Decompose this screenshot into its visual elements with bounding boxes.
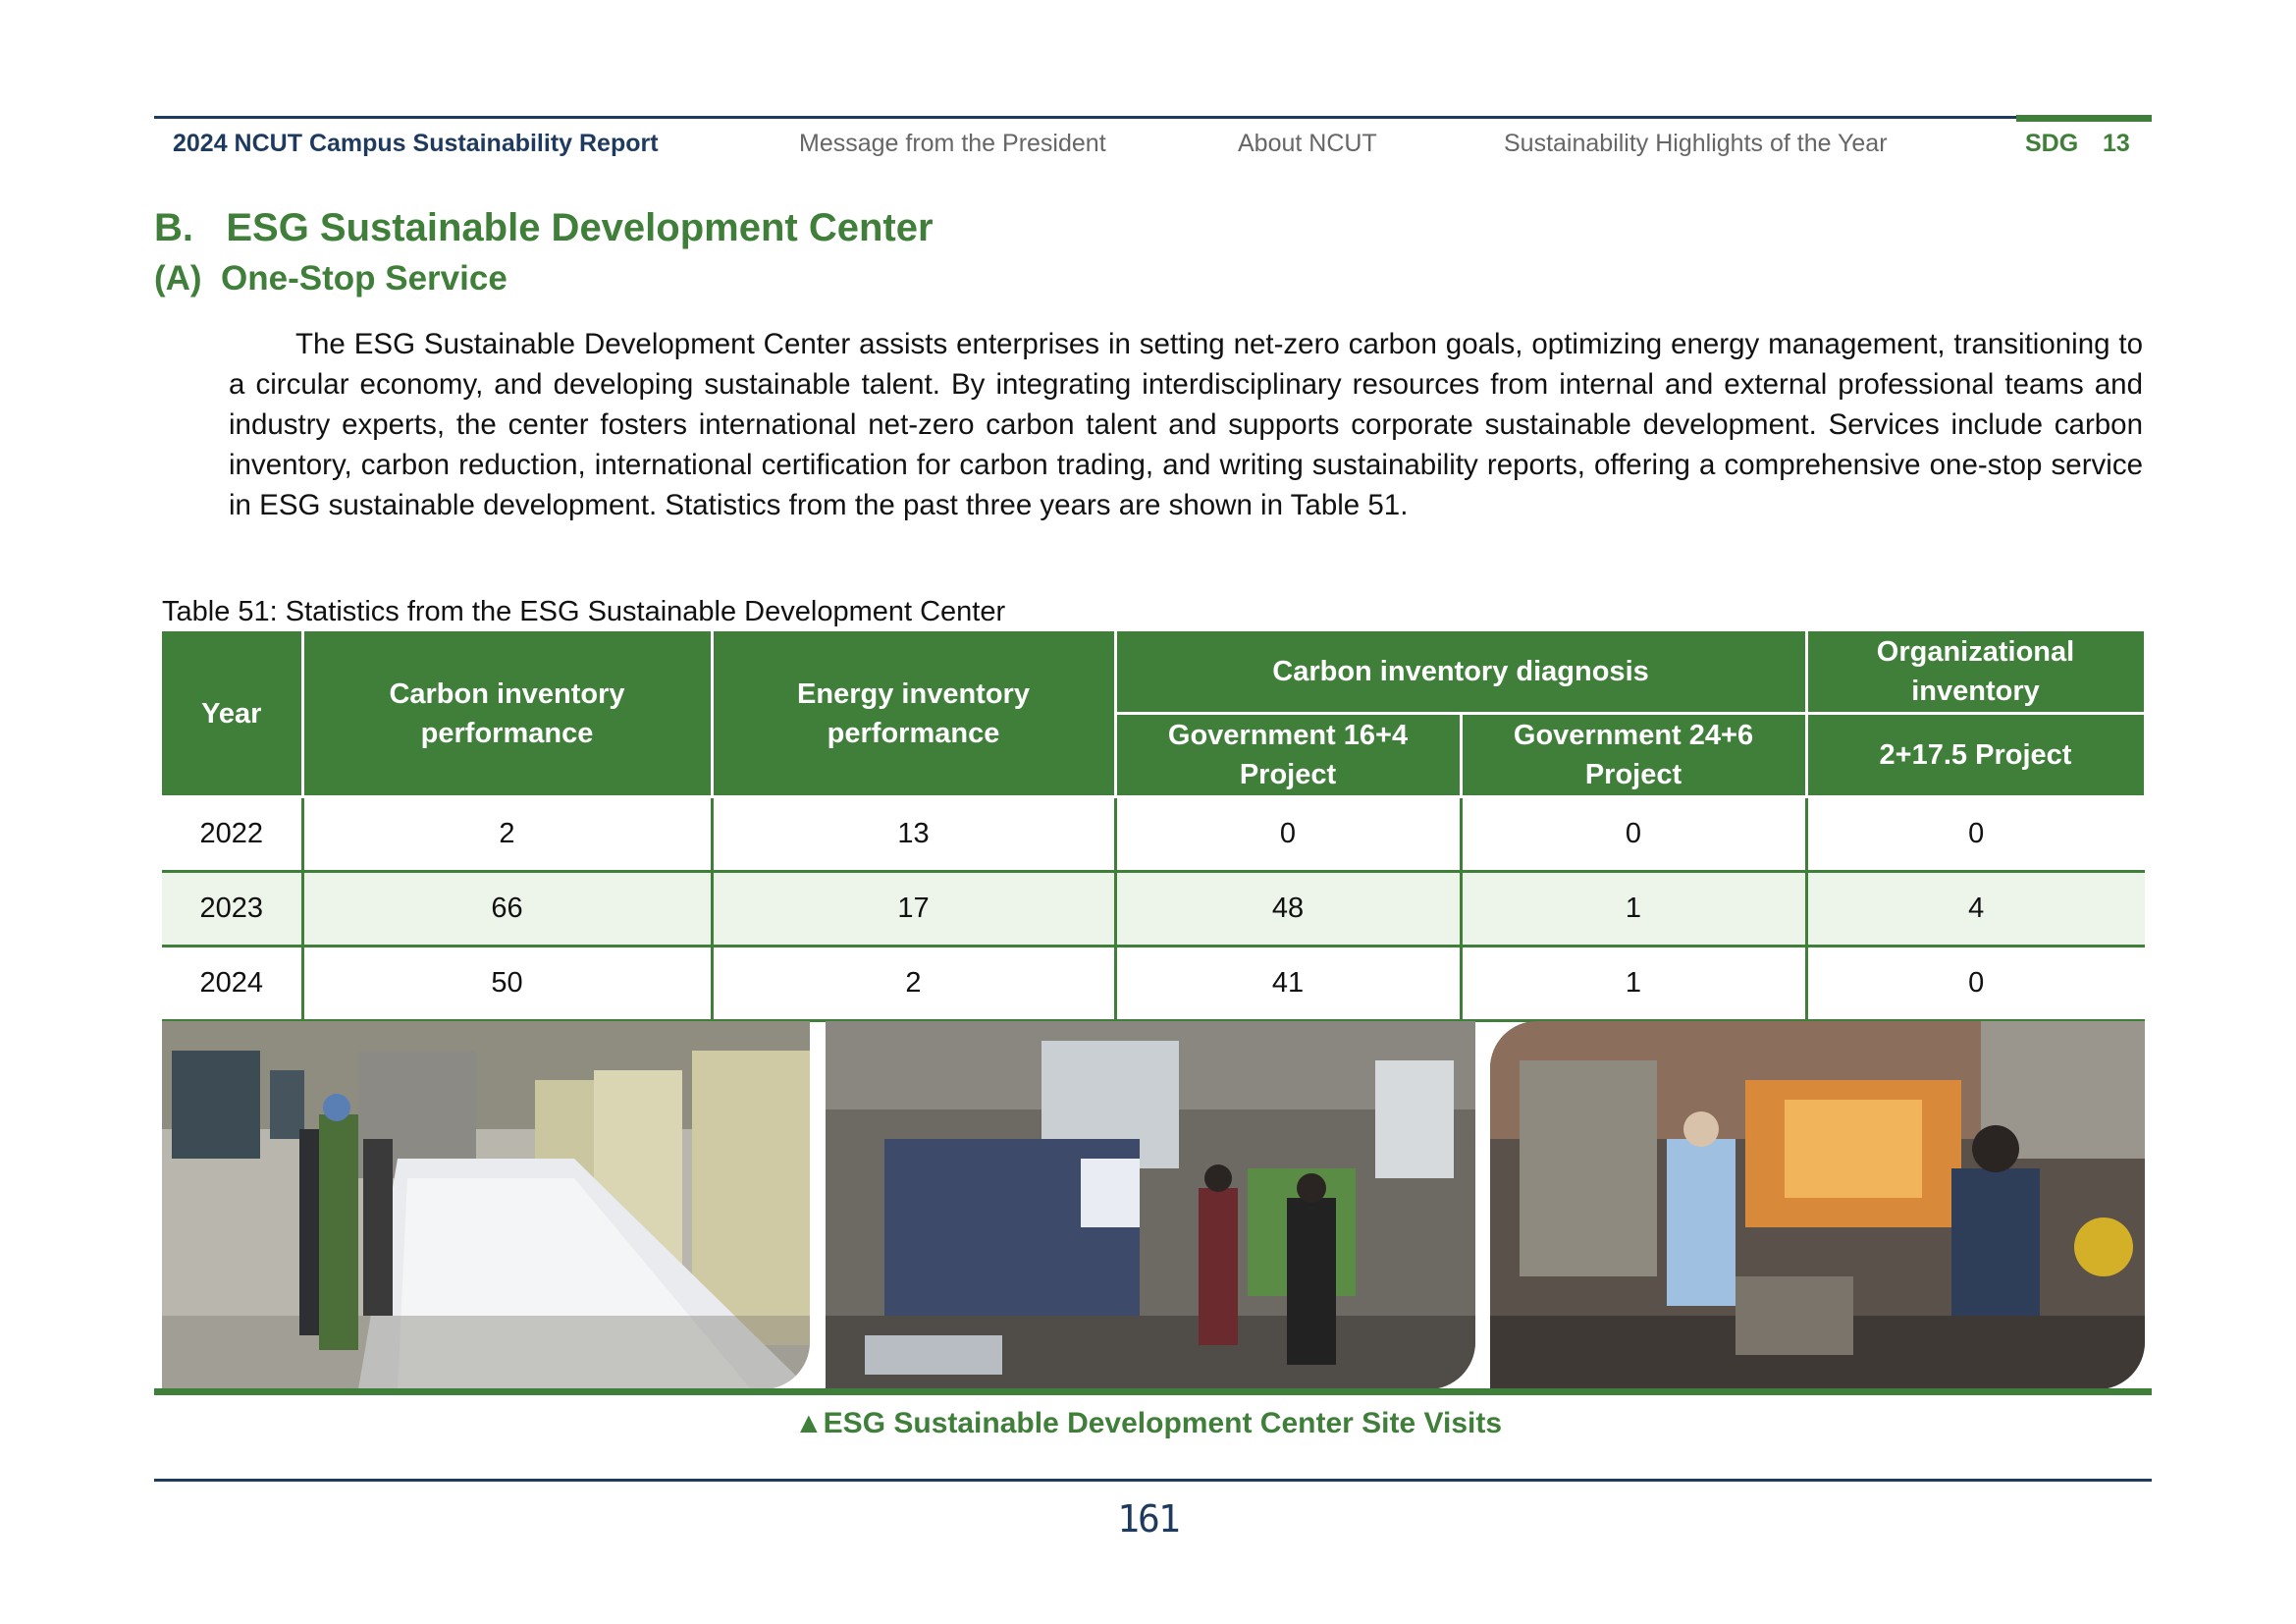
sdg-label: SDG	[2025, 130, 2079, 157]
table-cell: 41	[1115, 947, 1461, 1021]
header-energy-inventory-performance: Energy inventory performance	[712, 631, 1115, 797]
header-accent-bar	[2016, 115, 2152, 122]
footer-rule	[154, 1479, 2152, 1482]
table-row	[162, 797, 2145, 872]
table-row	[162, 872, 2145, 947]
body-paragraph: The ESG Sustainable Development Center assists enterprises in setting net-zero carbon goals, optimizing energy management, transitioning to a circular economy, and developing sustainable talent. By integrating interdisciplinary resources from internal and external professional teams and industry experts, the center fosters international net-zero carbon talent and supports corporate sustainable development. Services include carbon inventory, carbon reduction, international certification for carbon trading, and writing sustainability reports, offering a comprehensive one-stop service in ESG sustainable development. Statistics from the past three years are shown in Table 51.	[229, 328, 2143, 521]
nav-link-message-from-president[interactable]: Message from the President	[799, 130, 1106, 157]
section-subtitle: (A) One-Stop Service	[154, 259, 507, 298]
site-visit-photo-printing-plant	[162, 1021, 810, 1389]
table-cell: 2	[302, 797, 712, 872]
header-2-17-5-project: 2+17.5 Project	[1806, 714, 2145, 797]
header-year: Year	[162, 631, 302, 797]
table-cell: 13	[712, 797, 1115, 872]
header-carbon-inventory-performance: Carbon inventory performance	[302, 631, 712, 797]
nav-link-sustainability-highlights[interactable]: Sustainability Highlights of the Year	[1504, 130, 1888, 157]
table-cell: 0	[1461, 797, 1806, 872]
table-cell: 0	[1806, 947, 2145, 1021]
report-title: 2024 NCUT Campus Sustainability Report	[173, 130, 659, 157]
header-carbon-inventory-diagnosis: Carbon inventory diagnosis	[1115, 631, 1806, 714]
statistics-table	[162, 631, 2147, 1022]
site-visit-photo-workshop	[826, 1021, 1475, 1389]
section-title: B. ESG Sustainable Development Center	[154, 206, 934, 249]
table-cell: 1	[1461, 947, 1806, 1021]
table-cell: 50	[302, 947, 712, 1021]
table-row	[162, 947, 2145, 1021]
table-caption: Table 51: Statistics from the ESG Sustainable Development Center	[162, 596, 1006, 627]
site-visit-photos	[162, 1021, 2145, 1389]
header-rule	[154, 116, 2016, 119]
table-cell: 17	[712, 872, 1115, 947]
header-government-16-4: Government 16+4 Project	[1115, 714, 1461, 797]
photo-caption: ▲ESG Sustainable Development Center Site Visits	[793, 1407, 1503, 1439]
photo-rule	[154, 1388, 2152, 1395]
header-government-24-6: Government 24+6 Project	[1461, 714, 1806, 797]
header-organizational-inventory: Organizational inventory	[1806, 631, 2145, 714]
table-cell: 0	[1806, 797, 2145, 872]
table-cell: 48	[1115, 872, 1461, 947]
table-cell: 1	[1461, 872, 1806, 947]
table-cell: 4	[1806, 872, 2145, 947]
table-cell: 66	[302, 872, 712, 947]
table-cell: 0	[1115, 797, 1461, 872]
site-visit-photo-forge	[1490, 1021, 2145, 1389]
table-cell: 2022	[162, 797, 302, 872]
page-header	[154, 130, 2152, 165]
table-cell: 2024	[162, 947, 302, 1021]
sdg-number: 13	[2103, 130, 2130, 157]
nav-link-about-ncut[interactable]: About NCUT	[1238, 130, 1377, 157]
table-cell: 2	[712, 947, 1115, 1021]
table-cell: 2023	[162, 872, 302, 947]
page-number: 161	[1117, 1497, 1179, 1541]
